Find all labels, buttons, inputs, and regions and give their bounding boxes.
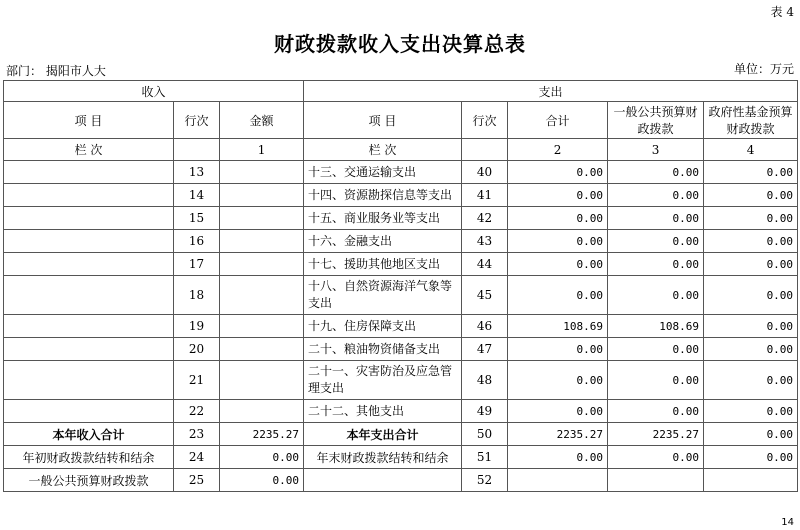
income-item-cell [4,400,174,423]
income-item-cell [4,230,174,253]
income-row-no: 13 [174,161,220,184]
expense-item-name: 十六、金融支出 [304,230,462,253]
expense-total: 0.00 [508,253,608,276]
expense-total: 0.00 [508,446,608,469]
income-row-no: 21 [174,361,220,400]
general-budget-header: 一般公共预算财政拨款 [608,102,704,139]
expense-row-no: 40 [462,161,508,184]
page-number: 14 [781,517,794,528]
gov-fund-amount: 0.00 [704,161,798,184]
table-row [4,338,798,361]
income-item-header: 项 目 [4,102,174,139]
expense-row-no: 52 [462,469,508,492]
income-amount: 2235.27 [220,423,304,446]
income-row-no: 18 [174,276,220,315]
gov-fund-amount: 0.00 [704,338,798,361]
col-2: 2 [508,139,608,161]
table-row [4,230,798,253]
income-col-label: 栏 次 [4,139,174,161]
income-summary-label: 本年收入合计 [4,423,174,446]
income-amount-cell [220,184,304,207]
col-1: 1 [220,139,304,161]
summary-row [4,446,798,469]
header-row-columns [4,102,798,139]
expense-row-no: 41 [462,184,508,207]
gov-fund-amount: 0.00 [704,400,798,423]
income-amount-header: 金额 [220,102,304,139]
expense-summary-label: 年末财政拨款结转和结余 [304,446,462,469]
income-amount-cell [220,207,304,230]
expense-total: 0.00 [508,230,608,253]
expense-row-no: 45 [462,276,508,315]
expense-item-name: 十九、住房保障支出 [304,315,462,338]
expense-row-no: 49 [462,400,508,423]
income-item-cell [4,253,174,276]
income-summary-label: 一般公共预算财政拨款 [4,469,174,492]
expense-col-label: 栏 次 [304,139,462,161]
gov-fund-amount: 0.00 [704,253,798,276]
expense-total [508,469,608,492]
income-row-no: 25 [174,469,220,492]
expense-item-name: 十七、援助其他地区支出 [304,253,462,276]
expense-row-no: 47 [462,338,508,361]
expense-item-header: 项 目 [304,102,462,139]
income-amount-cell [220,361,304,400]
expense-summary-label [304,469,462,492]
column-index-row [4,139,798,161]
table-row [4,253,798,276]
income-row-no: 24 [174,446,220,469]
expense-total: 0.00 [508,184,608,207]
income-amount-cell [220,253,304,276]
table-row [4,207,798,230]
gov-fund-amount: 0.00 [704,276,798,315]
general-budget-amount: 2235.27 [608,423,704,446]
general-budget-amount: 0.00 [608,361,704,400]
table-row [4,315,798,338]
general-budget-amount: 0.00 [608,400,704,423]
income-row-no: 16 [174,230,220,253]
income-amount-cell [220,338,304,361]
income-item-cell [4,361,174,400]
expense-total: 0.00 [508,207,608,230]
income-item-cell [4,276,174,315]
income-amount-cell [220,315,304,338]
department-label: 部门： 揭阳市人大 [6,64,106,78]
expense-row-no: 46 [462,315,508,338]
expense-row-no-header: 行次 [462,102,508,139]
summary-row [4,423,798,446]
page-title: 财政拨款收入支出决算总表 [274,32,526,56]
income-item-cell [4,184,174,207]
expense-item-name: 二十、粮油物资储备支出 [304,338,462,361]
table-row [4,161,798,184]
expense-item-name: 二十二、其他支出 [304,400,462,423]
income-row-no: 14 [174,184,220,207]
expense-item-name: 十五、商业服务业等支出 [304,207,462,230]
income-amount-cell [220,400,304,423]
expense-total-header: 合计 [508,102,608,139]
gov-fund-amount: 0.00 [704,446,798,469]
empty-cell [462,139,508,161]
general-budget-amount: 108.69 [608,315,704,338]
income-item-cell [4,207,174,230]
income-row-no: 19 [174,315,220,338]
income-item-cell [4,315,174,338]
table-row [4,276,798,315]
income-amount-cell [220,230,304,253]
income-amount-cell [220,161,304,184]
table-row [4,361,798,400]
income-item-cell [4,338,174,361]
general-budget-amount [608,469,704,492]
budget-table [3,80,798,492]
expense-total: 0.00 [508,361,608,400]
expense-row-no: 42 [462,207,508,230]
table-row [4,184,798,207]
general-budget-amount: 0.00 [608,184,704,207]
gov-fund-amount: 0.00 [704,423,798,446]
expense-row-no: 44 [462,253,508,276]
expense-row-no: 48 [462,361,508,400]
summary-row [4,469,798,492]
table-number: 表 4 [770,5,794,19]
expense-header: 支出 [304,81,798,102]
gov-fund-amount: 0.00 [704,184,798,207]
income-row-no-header: 行次 [174,102,220,139]
general-budget-amount: 0.00 [608,253,704,276]
gov-fund-amount: 0.00 [704,361,798,400]
header-row-section [4,81,798,102]
col-3: 3 [608,139,704,161]
income-row-no: 23 [174,423,220,446]
empty-cell [174,139,220,161]
expense-total: 0.00 [508,400,608,423]
col-4: 4 [704,139,798,161]
gov-fund-header: 政府性基金预算财政拨款 [704,102,798,139]
expense-row-no: 51 [462,446,508,469]
expense-row-no: 50 [462,423,508,446]
expense-total: 0.00 [508,161,608,184]
income-row-no: 22 [174,400,220,423]
income-item-cell [4,161,174,184]
income-summary-label: 年初财政拨款结转和结余 [4,446,174,469]
general-budget-amount: 0.00 [608,207,704,230]
expense-total: 0.00 [508,276,608,315]
expense-item-name: 十三、交通运输支出 [304,161,462,184]
gov-fund-amount [704,469,798,492]
general-budget-amount: 0.00 [608,230,704,253]
income-row-no: 17 [174,253,220,276]
gov-fund-amount: 0.00 [704,207,798,230]
expense-item-name: 二十一、灾害防治及应急管理支出 [304,361,462,400]
unit-label: 单位：万元 [733,62,794,76]
gov-fund-amount: 0.00 [704,315,798,338]
expense-item-name: 十四、资源勘探信息等支出 [304,184,462,207]
expense-total: 108.69 [508,315,608,338]
expense-item-name: 十八、自然资源海洋气象等支出 [304,276,462,315]
income-row-no: 15 [174,207,220,230]
table-row [4,400,798,423]
expense-summary-label: 本年支出合计 [304,423,462,446]
expense-row-no: 43 [462,230,508,253]
income-amount: 0.00 [220,446,304,469]
expense-total: 0.00 [508,338,608,361]
income-amount: 0.00 [220,469,304,492]
gov-fund-amount: 0.00 [704,230,798,253]
income-amount-cell [220,276,304,315]
income-header: 收入 [4,81,304,102]
general-budget-amount: 0.00 [608,276,704,315]
general-budget-amount: 0.00 [608,338,704,361]
expense-total: 2235.27 [508,423,608,446]
income-row-no: 20 [174,338,220,361]
general-budget-amount: 0.00 [608,446,704,469]
general-budget-amount: 0.00 [608,161,704,184]
